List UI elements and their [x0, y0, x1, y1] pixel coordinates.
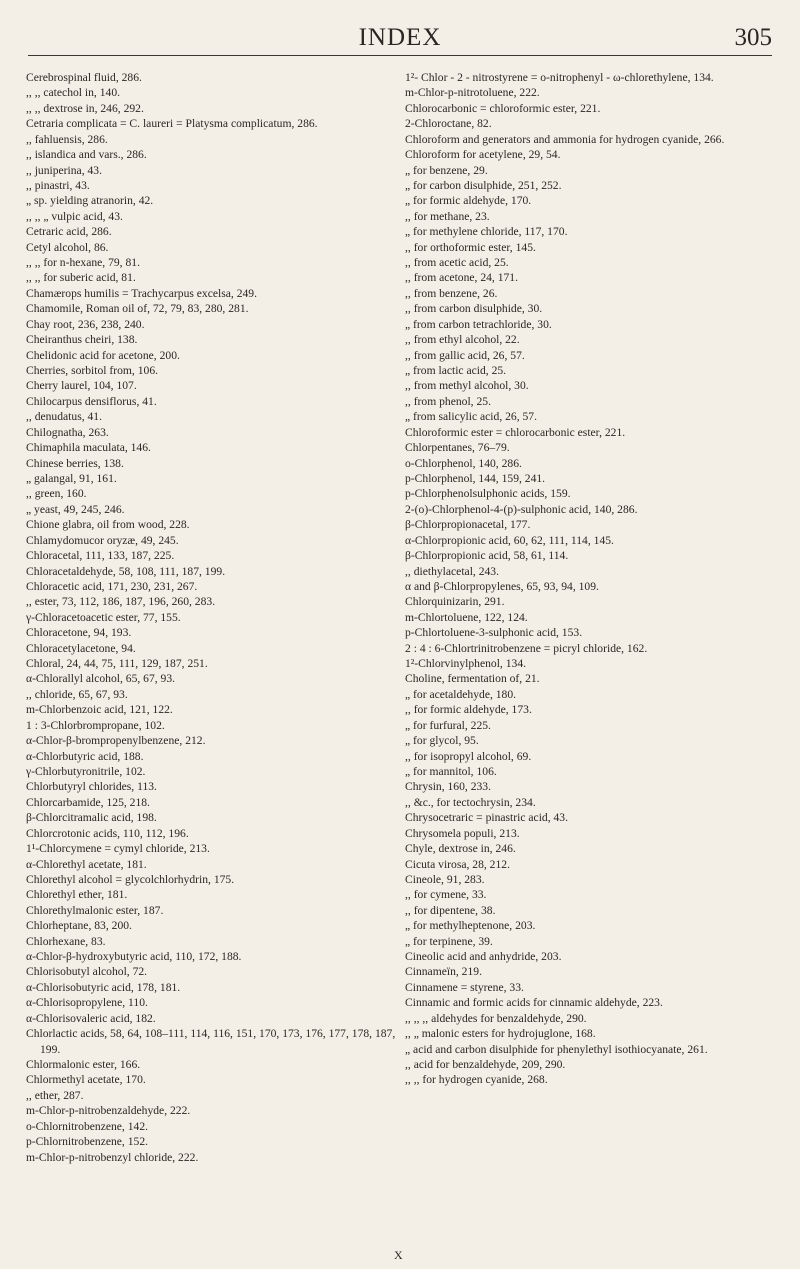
index-entry: Chlorcarbamide, 125, 218. [26, 795, 150, 809]
index-entry: α-Chlorallyl alcohol, 65, 67, 93. [26, 672, 176, 686]
index-entry: Chloroform and generators and ammonia for hydrogen cyanide, 266. [405, 132, 725, 146]
index-entry: ,, from phenol, 25. [405, 394, 491, 408]
index-entry: Chlorquinizarin, 291. [405, 595, 505, 609]
index-entry: Cerebrospinal fluid, 286. [26, 71, 142, 84]
index-entry: 1²- Chlor - 2 - nitrostyrene = o-nitrophenyl - ω-chlorethylene, 134. [405, 71, 714, 84]
index-entry: Chloracetic acid, 171, 230, 231, 267. [26, 579, 198, 593]
index-entry: Cetraria complicata = C. laureri = Platysma complicatum, 286. [26, 117, 318, 131]
index-entry: „ for glycol, 95. [405, 734, 479, 748]
index-entry: 2-(o)-Chlorphenol-4-(p)-sulphonic acid, 140, 286. [405, 502, 638, 516]
index-entry: m-Chlortoluene, 122, 124. [405, 610, 528, 624]
index-entry: Cineole, 91, 283. [405, 872, 485, 886]
index-entry: ,, for formic aldehyde, 173. [405, 703, 532, 717]
index-entry: „ from lactic acid, 25. [405, 364, 507, 378]
index-entry: ,, juniperina, 43. [26, 163, 102, 177]
index-entry: ,, green, 160. [26, 487, 87, 501]
index-entry: p-Chlorphenol, 144, 159, 241. [405, 471, 546, 485]
index-entry: Chlormethyl acetate, 170. [26, 1073, 146, 1087]
index-entry: Cinnamic and formic acids for cinnamic aldehyde, 223. [405, 996, 663, 1010]
index-entry: ,, ,, „ vulpic acid, 43. [26, 209, 123, 223]
index-entry: Chlorocarbonic = chloroformic ester, 221. [405, 101, 601, 115]
index-entry: Chamomile, Roman oil of, 72, 79, 83, 280, 281. [26, 302, 249, 316]
index-entry: Chlorcrotonic acids, 110, 112, 196. [26, 826, 189, 840]
index-entry: Cherries, sorbitol from, 106. [26, 364, 159, 378]
index-entry: ,, for dipentene, 38. [405, 903, 496, 917]
index-entry: „ from salicylic acid, 26, 57. [405, 410, 537, 424]
index-entry: „ galangal, 91, 161. [26, 471, 117, 485]
index-column-left [26, 70, 396, 1165]
index-entry: Chlorbutyryl chlorides, 113. [26, 780, 157, 794]
index-entry: α-Chlorbutyric acid, 188. [26, 749, 144, 763]
index-entry: ,, ,, catechol in, 140. [26, 86, 121, 100]
index-entry: Chrysocetraric = pinastric acid, 43. [405, 811, 568, 825]
index-entry: „ yeast, 49, 245, 246. [26, 502, 125, 516]
index-entry: α-Chlor-β-hydroxybutyric acid, 110, 172, 188. [26, 950, 242, 964]
index-entry: p-Chlorphenolsulphonic acids, 159. [405, 487, 571, 501]
index-entry: m-Chlor-p-nitrobenzyl chloride, 222. [26, 1150, 199, 1164]
index-entry: Chlormalonic ester, 166. [26, 1058, 141, 1071]
index-entry: Chloroformic ester = chlorocarbonic ester, 221. [405, 425, 626, 439]
index-entry: „ acid and carbon disulphide for phenylethyl isothiocyanate, 261. [405, 1042, 708, 1056]
index-entry: α and β-Chlorpropylenes, 65, 93, 94, 109. [405, 579, 599, 593]
index-entry: ,, from benzene, 26. [405, 286, 498, 300]
index-entry: α-Chlorisopropylene, 110. [26, 996, 148, 1010]
index-entry: α-Chlor-β-brompropenylbenzene, 212. [26, 734, 206, 748]
index-entry: Chilocarpus densiflorus, 41. [26, 394, 157, 408]
index-entry: Chlorethyl ether, 181. [26, 888, 128, 902]
index-entry: ,, denudatus, 41. [26, 410, 102, 424]
index-entry: 1 : 3-Chlorbrompropane, 102. [26, 718, 165, 732]
index-entry: ,, from ethyl alcohol, 22. [405, 333, 520, 347]
index-entry: Chloracetone, 94, 193. [26, 626, 132, 640]
index-entry: Cetyl alcohol, 86. [26, 240, 109, 254]
index-entry: „ for methylheptenone, 203. [405, 919, 536, 933]
index-entry: Cetraric acid, 286. [26, 225, 112, 239]
index-entry: ,, „ malonic esters for hydrojuglone, 168. [405, 1027, 596, 1041]
index-entry: „ for benzene, 29. [405, 163, 488, 177]
index-entry: „ for acetaldehyde, 180. [405, 687, 517, 701]
index-entry: 1²-Chlorvinylphenol, 134. [405, 657, 527, 671]
index-entry: ,, islandica and vars., 286. [26, 148, 147, 162]
signature-mark: X [394, 1248, 403, 1262]
index-entry: α-Chlorethyl acetate, 181. [26, 857, 147, 871]
index-entry: ,, from methyl alcohol, 30. [405, 379, 529, 393]
page-title: INDEX [358, 24, 442, 51]
index-entry: „ sp. yielding atranorin, 42. [26, 194, 154, 208]
index-entry: ,, acid for benzaldehyde, 209, 290. [405, 1058, 566, 1071]
index-entry: ,, from acetone, 24, 171. [405, 271, 519, 285]
index-entry: p-Chlortoluene-3-sulphonic acid, 153. [405, 626, 583, 640]
index-entry: ,, ester, 73, 112, 186, 187, 196, 260, 283. [26, 595, 216, 609]
index-entry: Chyle, dextrose in, 246. [405, 842, 516, 856]
index-entry: ,, ,, dextrose in, 246, 292. [26, 101, 144, 115]
index-entry: β-Chlorcitramalic acid, 198. [26, 811, 157, 825]
index-entry: m-Chlor-p-nitrobenzaldehyde, 222. [26, 1104, 191, 1118]
index-entry: Chlorethylmalonic ester, 187. [26, 903, 164, 917]
index-entry: ,, for cymene, 33. [405, 888, 487, 902]
page-header [28, 18, 772, 52]
index-entry: ,, diethylacetal, 243. [405, 564, 500, 578]
index-entry: Chlorhexane, 83. [26, 934, 106, 948]
index-entry: ,, from acetic acid, 25. [405, 256, 509, 270]
index-entry: ,, ,, for n-hexane, 79, 81. [26, 256, 140, 270]
index-entry: „ for carbon disulphide, 251, 252. [405, 178, 562, 192]
index-entry: Chrysin, 160, 233. [405, 780, 491, 794]
index-entry: o-Chlorphenol, 140, 286. [405, 456, 522, 470]
index-entry: Chloracetaldehyde, 58, 108, 111, 187, 199. [26, 564, 226, 578]
index-entry: Chlorlactic acids, 58, 64, 108–111, 114, 116, 151, 170, 173, 176, 177, 178, 187, 199. [26, 1027, 396, 1056]
index-entry: ,, from gallic acid, 26, 57. [405, 348, 525, 362]
index-entry: „ for formic aldehyde, 170. [405, 194, 532, 208]
index-entry: Cheiranthus cheiri, 138. [26, 333, 138, 347]
index-entry: ,, ,, ,, aldehydes for benzaldehyde, 290. [405, 1011, 587, 1025]
index-entry: Chloracetal, 111, 133, 187, 225. [26, 549, 175, 563]
index-entry: Cinnamene = styrene, 33. [405, 980, 524, 994]
index-entry: Chelidonic acid for acetone, 200. [26, 348, 180, 362]
index-entry: Choline, fermentation of, 21. [405, 672, 540, 686]
index-entry: ,, from carbon disulphide, 30. [405, 302, 543, 316]
index-entry: Chione glabra, oil from wood, 228. [26, 518, 190, 532]
index-entry: „ for furfural, 225. [405, 718, 491, 732]
index-entry: α-Chlorisobutyric acid, 178, 181. [26, 980, 181, 994]
index-entry: o-Chlornitrobenzene, 142. [26, 1119, 149, 1133]
index-entry: „ for terpinene, 39. [405, 934, 493, 948]
index-entry: 2-Chloroctane, 82. [405, 117, 492, 131]
index-entry: ,, pinastri, 43. [26, 178, 90, 192]
index-entry: „ from carbon tetrachloride, 30. [405, 317, 552, 331]
index-entry: ,, ,, for suberic acid, 81. [26, 271, 136, 285]
index-entry: Chrysomela populi, 213. [405, 826, 520, 840]
index-entry: ,, chloride, 65, 67, 93. [26, 687, 128, 701]
index-entry: α-Chlorisovaleric acid, 182. [26, 1011, 156, 1025]
index-entry: Cinnameïn, 219. [405, 965, 482, 979]
index-entry: Cineolic acid and anhydride, 203. [405, 950, 562, 964]
index-entry: ,, ,, for hydrogen cyanide, 268. [405, 1073, 548, 1087]
index-entry: 2 : 4 : 6-Chlortrinitrobenzene = picryl chloride, 162. [405, 641, 648, 655]
index-entry: ,, for methane, 23. [405, 209, 490, 223]
index-entry: β-Chlorpropionacetal, 177. [405, 518, 531, 532]
index-entry: Chloroform for acetylene, 29, 54. [405, 148, 561, 162]
index-entry: ,, for orthoformic ester, 145. [405, 240, 536, 254]
index-entry: „ for methylene chloride, 117, 170. [405, 225, 568, 239]
index-entry: Chay root, 236, 238, 240. [26, 317, 145, 331]
header-rule [28, 55, 772, 56]
index-entry: γ-Chlorbutyronitrile, 102. [26, 764, 146, 778]
index-entry: „ for mannitol, 106. [405, 764, 497, 778]
index-entry: ,, &c., for tectochrysin, 234. [405, 795, 536, 809]
index-entry: γ-Chloracetoacetic ester, 77, 155. [26, 610, 181, 624]
index-entry: ,, for isopropyl alcohol, 69. [405, 749, 532, 763]
index-entry: β-Chlorpropionic acid, 58, 61, 114. [405, 549, 569, 563]
index-entry: Chinese berries, 138. [26, 456, 124, 470]
index-entry: α-Chlorpropionic acid, 60, 62, 111, 114, 145. [405, 533, 614, 547]
index-entry: Chlorisobutyl alcohol, 72. [26, 965, 148, 979]
index-entry: Chlorethyl alcohol = glycolchlorhydrin, 175. [26, 872, 235, 886]
index-entry: Chimaphila maculata, 146. [26, 441, 151, 455]
page-number: 305 [734, 24, 772, 51]
index-entry: ,, ether, 287. [26, 1088, 84, 1102]
index-column-right [405, 70, 777, 1088]
index-entry: ,, fahluensis, 286. [26, 132, 108, 146]
index-entry: m-Chlorbenzoic acid, 121, 122. [26, 703, 173, 717]
index-entry: Chlamydomucor oryzæ, 49, 245. [26, 533, 179, 547]
index-entry: Chloracetylacetone, 94. [26, 641, 136, 655]
index-entry: p-Chlornitrobenzene, 152. [26, 1135, 149, 1149]
index-entry: Chilognatha, 263. [26, 425, 109, 439]
index-entry: Chamærops humilis = Trachycarpus excelsa, 249. [26, 286, 257, 300]
index-entry: Chlorheptane, 83, 200. [26, 919, 132, 933]
index-entry: Chloral, 24, 44, 75, 111, 129, 187, 251. [26, 657, 208, 671]
index-entry: Cicuta virosa, 28, 212. [405, 857, 510, 871]
index-entry: m-Chlor-p-nitrotoluene, 222. [405, 86, 540, 100]
index-entry: Cherry laurel, 104, 107. [26, 379, 137, 393]
index-entry: Chlorpentanes, 76–79. [405, 441, 510, 455]
index-entry: 1¹-Chlorcymene = cymyl chloride, 213. [26, 842, 210, 856]
